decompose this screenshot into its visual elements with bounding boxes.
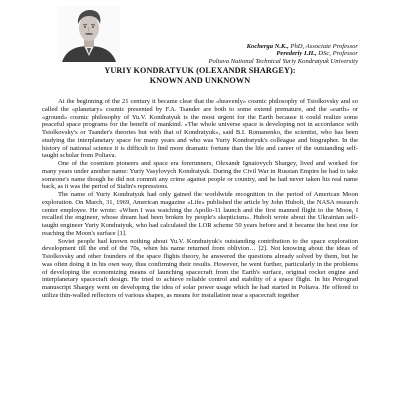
title-line: KNOWN AND UNKNOWN [149,75,251,85]
article-body [42,98,358,300]
author-position: PhD, Associate Professor [288,43,358,50]
paragraph: One of the cosmism pioneers and space era forerunners, Olexandr Ignatovych Shargey, lived and worked for many years under another name: Yuriy Vasylovych Kondratyuk. During the Civil War in Russian Empire he had to take someone's name though he did not commit any crime against people or country, and he had never taken his real name back, as it was the period of Stalin's repressions. [42,160,358,191]
author-line [98,50,358,57]
paragraph: Soviet people had known nothing about Yu.V. Kondratyuk's outstanding contribution to the space exploration development till the end of the 70s, when his name returned from oblivion… [2]. Not knowing about the ideas of Tsiolkovsky and other founders of the space flights theory, he answered the questions already solved by them, but he was often doing it in his own way, thus confirming their results. However, he went further, particularly in the problems of developing the economizing means of launching spacecraft from the Earth's surface, original rocket engine and interplanetary spacecraft design. He tried to achieve reliable control and stability of a space flight. In his Petrograd manuscript Shargey went on developing the idea of solar power usage which he had started in Poltava. He offered to utilize thin-walled reflectors of various shapes, as means for installation near a spacecraft together [42,237,358,299]
author-position: DSc, Professor [316,50,358,58]
article-title [0,66,400,85]
author-name: Kocherga N.K., [246,43,289,50]
paragraph: At the beginning of the 21 century it became clear that the «heavenly» cosmic philosophy of Tsiolkovsky and so called the «planetary» cosmic presented by F.A. Tsander are both to some extend premature, and the «earth» or «ground» cosmic philosophy of Yu.V. Kondratyuk is the most urgent for the Earth because it could realize some peaceful space programs for the benefit of mankind. «The whole universe space is developing not in accordance with Tsiolkovsky's or Tsander's theories but with that of Kondratyuk», said B.I. Romanenko, the scientist, who has been studying the interplanetary space for many years and who was Yuriy Kondratyuk's colleague and biographer. In the history of national science it is difficult to find more dramatic fortune than the life and career of the outstanding self-taught scholar from Poltava. [42,98,358,160]
author-line [98,43,358,50]
author-name: Perederiy I.H., [276,50,317,58]
paragraph: The name of Yuriy Kondratyuk had only gained the worldwide recognition in the period of American Moon exploration. On March, 31, 1969, American magazine «Life» published the article by John Hubolt, the NASA research center employee. He wrote: «When I was watching the Apollo-11 launch and the first manned flight to the Moon, I recalled the engineer, whose dream had been broken by people's skepticism». Hubolt wrote about the Ukrainian self-taught engineer Yuriy Kondratyuk, who had calculated the LOR scheme 50 years before and it became the best one for reaching the Moon's surface [1]. [42,191,358,237]
author-block [98,43,358,65]
title-line: YURIY KONDRATYUK (OLEXANDR SHARGEY): [104,66,296,75]
affiliation: Poltava National Technical Yuriy Kondratyuk University [208,57,358,65]
